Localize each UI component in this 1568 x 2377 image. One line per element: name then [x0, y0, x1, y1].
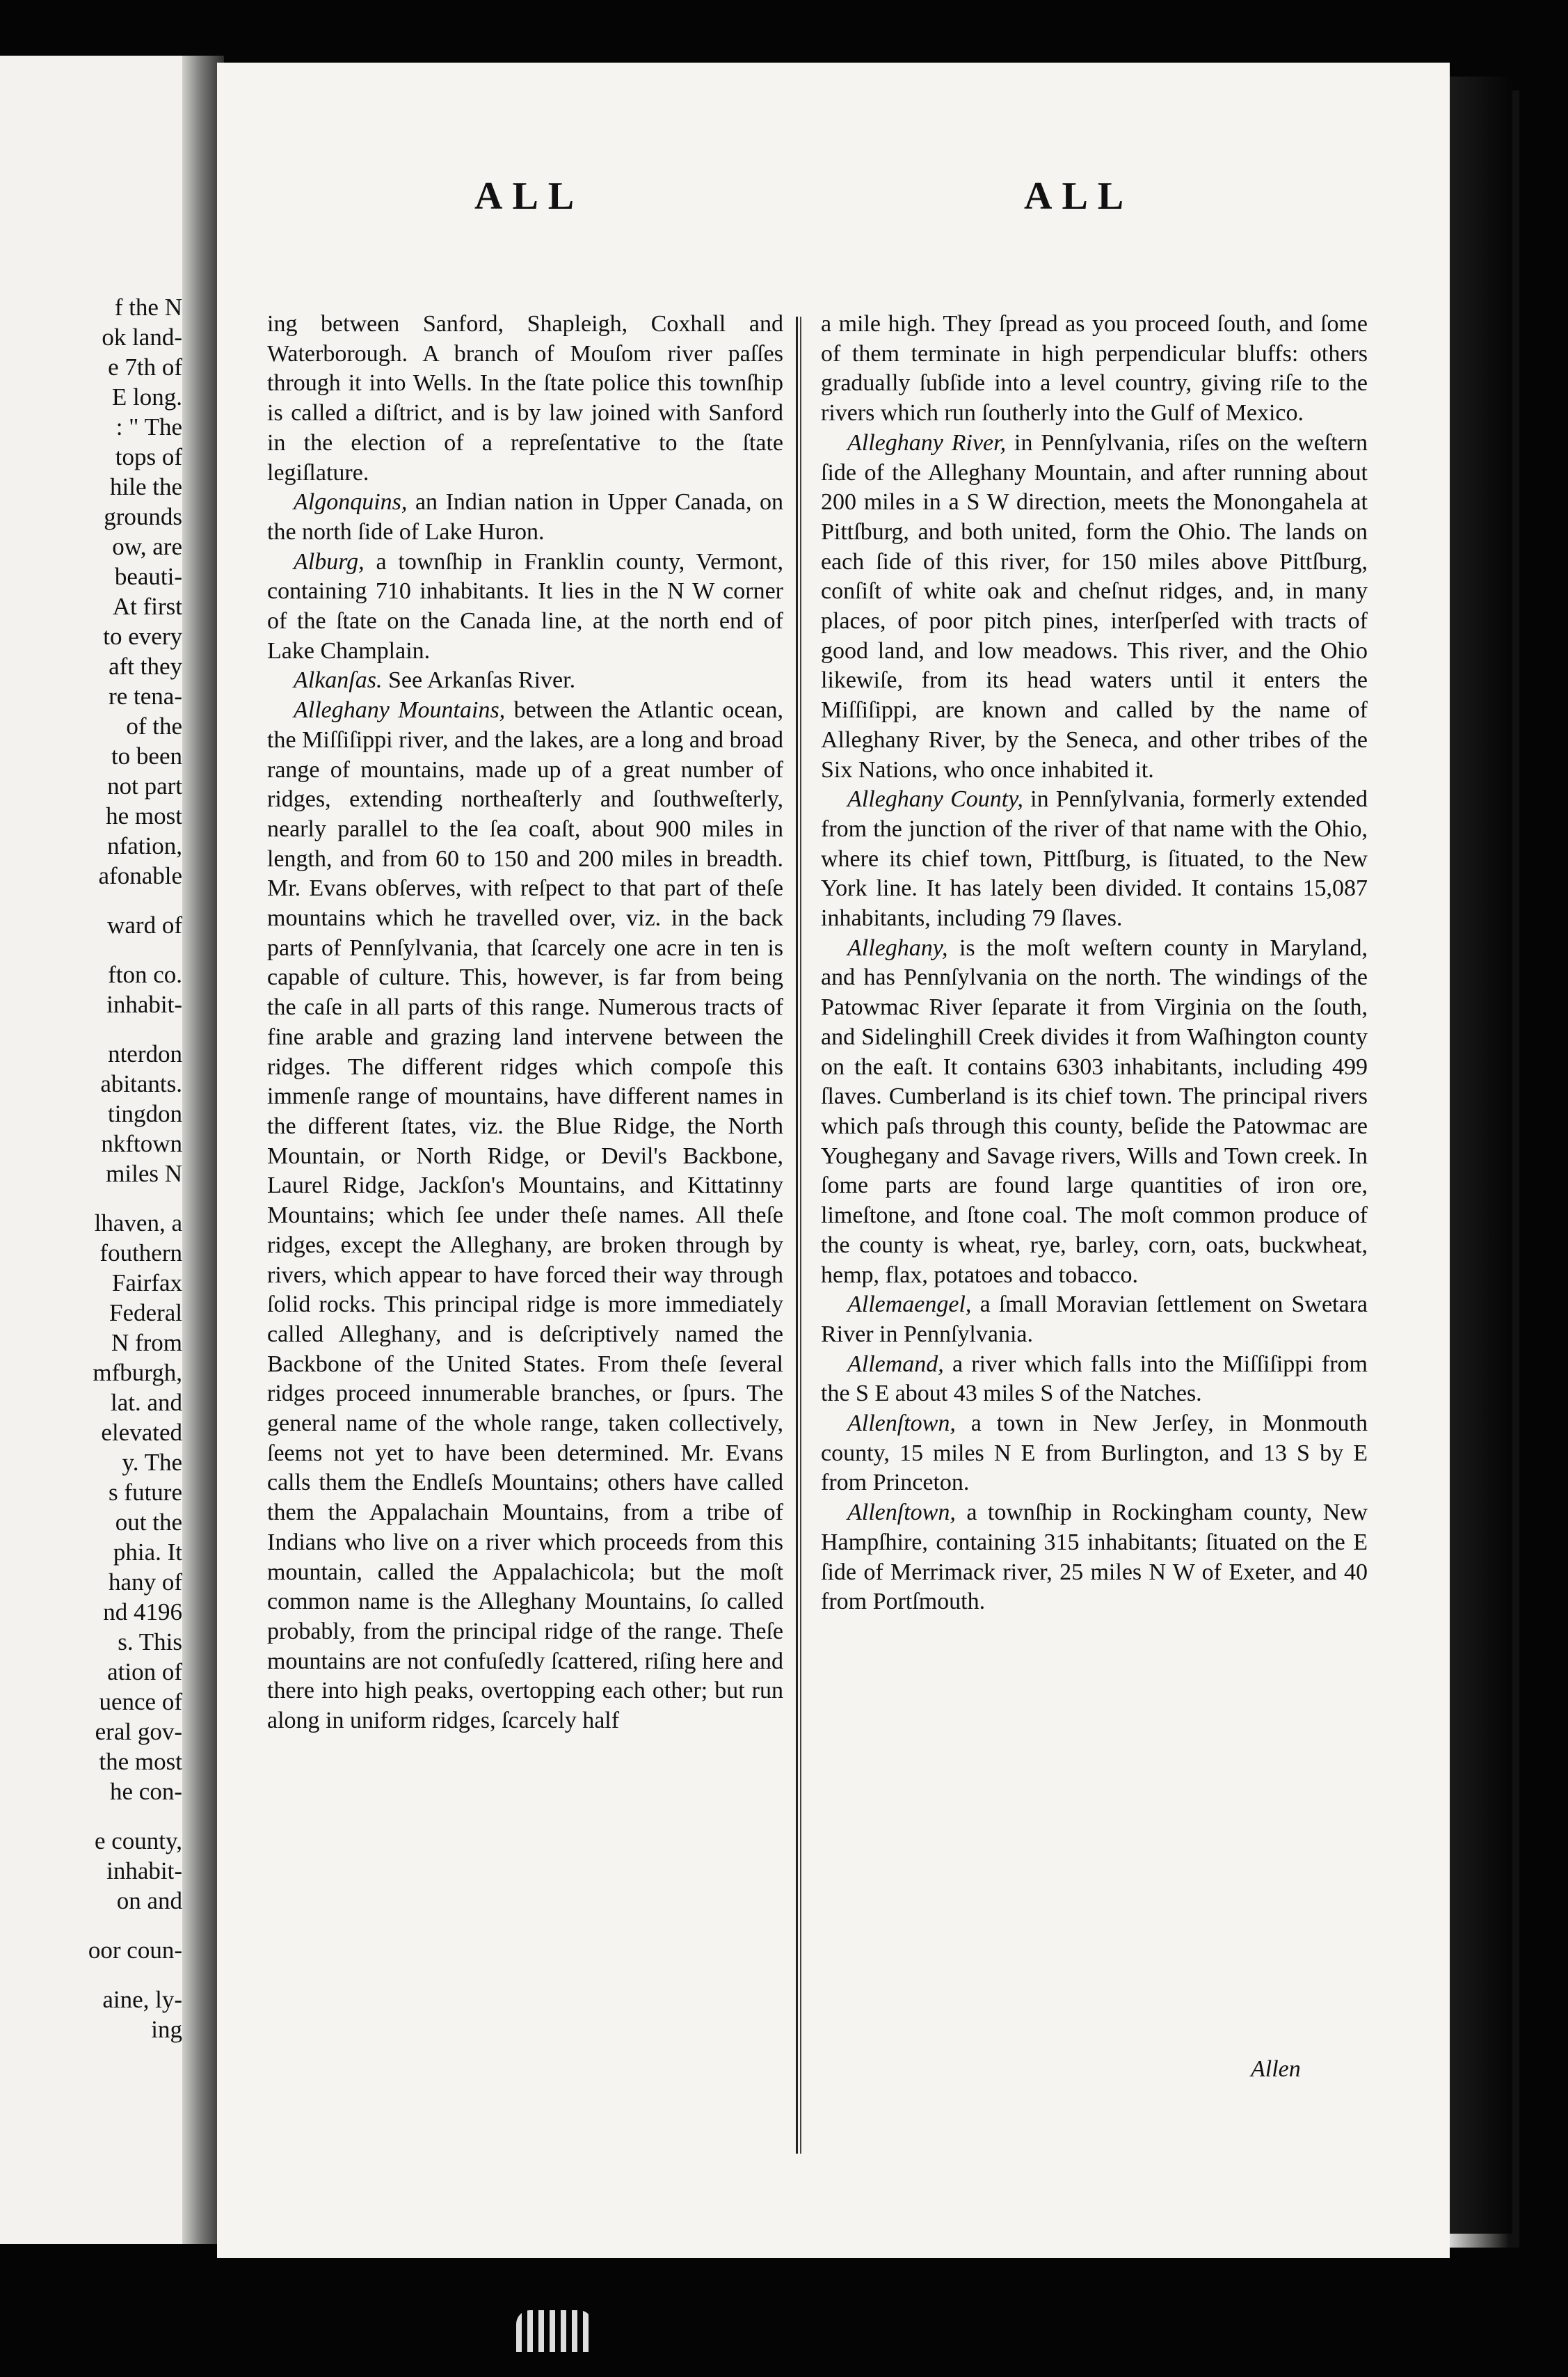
left-page-gap: [0, 1019, 182, 1039]
gazetteer-entry: [821, 1498, 1368, 1617]
left-page-fragment: fouthern: [99, 1239, 182, 1266]
gazetteer-entry: [821, 310, 1368, 429]
left-text-column: [267, 310, 783, 1736]
left-page-fragment: oor coun-: [88, 1937, 182, 1964]
gazetteer-entry: [267, 666, 783, 696]
left-page-fragment: mfburgh,: [93, 1359, 182, 1386]
left-page-fragment: s. This: [118, 1628, 182, 1655]
left-page-fragment: E long.: [111, 383, 182, 411]
running-head-right: ALL: [1024, 175, 1134, 218]
left-page-fragment: lhaven, a: [94, 1209, 182, 1237]
entry-body: is the moſt weſtern county in Maryland, and has Pennſylvania on the north. The windings of the Patowmac River ſeparate it from Virginia on the ſouth, and Sidelinghill Creek divides it from Waſhington county on the eaſt. It contains 6303 inhabitants, including 499 ſlaves. Cumberland is its chief town. The principal rivers which paſs through this county, beſide the Patowmac are Youghegany and Savage rivers, Wills and Town creek. In ſome parts are found large quantities of iron ore, limeſtone, and ſtone coal. The moſt common produce of the county is wheat, rye, barley, corn, oats, buckwheat, hemp, flax, potatoes and tobacco.: [821, 935, 1368, 1288]
left-page-fragment: lat. and: [110, 1389, 182, 1416]
left-page-fragment: hile the: [110, 473, 182, 500]
entry-body: ing between Sanford, Shapleigh, Coxhall and Waterborough. A branch of Mouſom river paſſes through it into Wells. In the ſtate police this townſhip is called a diſtrict, and is by law joined with Sanford in the election of a repreſentative to the ſtate legiſlature.: [267, 311, 783, 486]
entry-body: an Indian nation in Upper Canada, on the north ſide of Lake Huron.: [267, 489, 783, 545]
left-page-fragment: nterdon: [108, 1040, 182, 1067]
left-page-fragment: ow, are: [112, 533, 182, 560]
left-page-fragment: inhabit-: [106, 1857, 182, 1884]
left-page-fragment: not part: [107, 772, 182, 800]
catchword: Allen: [1251, 2056, 1301, 2082]
left-page-fragment: ok land-: [102, 324, 182, 351]
left-page-fragment: Federal: [109, 1299, 182, 1326]
entry-body: a river which falls into the Miſſiſippi from the S E about 43 miles S of the Natches.: [821, 1351, 1368, 1407]
left-page-fragment: of the: [126, 713, 182, 740]
book-page: [217, 63, 1450, 2258]
entry-body: a mile high. They ſpread as you proceed ſouth, and ſome of them terminate in high perpendicular bluffs: others gradually ſubſide into a level country, giving riſe to the rivers which run ſoutherly into the Gulf of Mexico.: [821, 311, 1368, 427]
left-page-gap: [0, 940, 182, 960]
entry-body: in Pennſylvania, riſes on the weſtern ſide of the Alleghany Mountain, and after running about 200 miles in a S W direction, meets the Monongahela at Pittſburg, and both united, form the Ohio. The lands on each ſide of this river, for 150 miles above Pittſburg, conſiſt of white oak and cheſnut ridges, and, in many places, of poor pitch pines, interſperſed with tracts of good land, and low meadows. This river, and the Ohio likewiſe, from its head waters until it enters the Miſſiſippi, are known and called by the name of Alleghany River, by the Seneca, and other tribes of the Six Nations, who once inhabited it.: [821, 429, 1368, 783]
entry-body: a townſhip in Franklin county, Vermont, containing 710 inhabitants. It lies in the N W corner of the ſtate on the Canada line, at the north end of Lake Champlain.: [267, 548, 783, 664]
entry-headword: Allemand,: [847, 1351, 944, 1377]
left-page-gap: [0, 1188, 182, 1208]
left-page-fragment: ward of: [107, 912, 182, 939]
entry-body: between the Atlantic ocean, the Miſſiſippi river, and the lakes, are a long and broad range of mountains, made up of a great number of ridges, extending northeaſterly and ſouthweſterly, nearly parallel to the ſea coaſt, about 900 miles in length, and from 60 to 150 and 200 miles in breadth. Mr. Evans obſerves, with reſpect to that part of theſe mountains which he travelled over, viz. in the back parts of Pennſylvania, that ſcarcely one acre in ten is capable of culture. This, however, is far from being the caſe in all parts of this range. Numerous tracts of fine arable and grazing land intervene between the ridges. The different ridges which compoſe this immenſe range of mountains, have different names in the different ſtates, viz. the Blue Ridge, the North Mountain, or North Ridge, or Devil's Backbone, Laurel Ridge, Jackſon's Mountains, and Kittatinny Mountains; which ſee under theſe names. All theſe ridges, except the Alleghany, are broken through by rivers, which appear to have forced their way through ſolid rocks. This principal ridge is more immediately called Alleghany, and is deſcriptively named the Backbone of the United States. From theſe ſeveral ridges proceed innumerable branches, or ſpurs. The general name of the whole range, taken collectively, ſeems not yet to have been determined. Mr. Evans calls them the Endleſs Mountains; others have called them the Appalachain Mountains, from a tribe of Indians who live on a river which proceeds from this mountain, called the Appalachicola; but the moſt common name is the Alleghany Mountains, ſo called probably, from the principal ridge of the range. Theſe mountains are not confuſedly ſcattered, riſing here and there into high peaks, overtopping each other; but run along in uniform ridges, ſcarcely half: [267, 697, 783, 1734]
left-page-fragment: he most: [106, 802, 182, 829]
entry-headword: Alburg,: [294, 548, 365, 575]
entry-headword: Alleghany County,: [847, 786, 1023, 813]
entry-body: See Arkanſas River.: [382, 667, 576, 694]
left-page-fragment: f the N: [114, 294, 182, 321]
left-page-fragment: e county,: [94, 1827, 182, 1854]
gazetteer-entry: [821, 1350, 1368, 1409]
left-page-fragment: inhabit-: [106, 991, 182, 1018]
entry-headword: Alleghany Mountains,: [294, 697, 506, 724]
left-page-fragment: nd 4196: [103, 1598, 182, 1625]
column-divider-rule-inner: [800, 317, 801, 2154]
entry-body: a townſhip in Rockingham county, New Hampſhire, containing 315 inhabitants; ſituated on the E ſide of Merrimack river, 25 miles N W of Exeter, and 40 from Portſmouth.: [821, 1500, 1368, 1615]
gazetteer-entry: [821, 429, 1368, 785]
scanner-clip: [516, 2310, 593, 2352]
left-page-fragment: the most: [99, 1748, 182, 1775]
entry-headword: Allenſtown,: [847, 1500, 956, 1526]
left-page-fragment: nkftown: [101, 1130, 182, 1157]
left-page-fragment: ing: [151, 2016, 182, 2043]
left-page-fragment: : " The: [115, 413, 182, 440]
left-page-fragment: tingdon: [108, 1100, 182, 1127]
left-page-fragment: out the: [115, 1509, 182, 1536]
left-page-fragment: afonable: [98, 862, 182, 889]
left-page-fragment: nfation,: [107, 832, 182, 859]
left-page-gap: [0, 1806, 182, 1826]
left-page-fragment: aft they: [109, 653, 182, 680]
left-page-fragment: to been: [111, 742, 182, 770]
left-page-fragment: eral gov-: [95, 1718, 182, 1745]
gazetteer-entry: [821, 934, 1368, 1290]
left-page-fragment: tops of: [115, 443, 182, 470]
left-page-fragment: abitants.: [100, 1070, 182, 1097]
left-page-fragment: miles N: [106, 1160, 182, 1187]
left-page-fragment: Fairfax: [111, 1269, 182, 1296]
entry-headword: Algonquins,: [294, 489, 408, 516]
gazetteer-entry: [267, 488, 783, 547]
left-page-fragment: he con-: [110, 1778, 182, 1805]
gazetteer-entry: [267, 548, 783, 667]
left-page-fragment: beauti-: [114, 563, 182, 590]
column-divider-rule: [796, 317, 798, 2154]
left-page-fragment: aine, ly-: [102, 1986, 182, 2013]
left-page-fragment: hany of: [109, 1568, 182, 1596]
left-page-fragment: ation of: [107, 1658, 182, 1685]
left-page-fragment: fton co.: [108, 961, 182, 988]
gazetteer-entry: [821, 1409, 1368, 1498]
entry-body: a ſmall Moravian ſettlement on Swetara River in Pennſylvania.: [821, 1291, 1368, 1347]
left-page-fragment: N from: [111, 1329, 182, 1356]
left-page-gap: [0, 1916, 182, 1935]
left-page-fragment: to every: [103, 623, 182, 650]
left-page-fragment: elevated: [101, 1419, 182, 1446]
left-page-text-fragments: [0, 292, 182, 2044]
left-page-fragment: on and: [116, 1887, 182, 1914]
entry-headword: Alleghany River,: [847, 429, 1007, 456]
gazetteer-entry: [267, 310, 783, 488]
entry-headword: Alkanſas.: [294, 667, 383, 694]
gazetteer-entry: [267, 696, 783, 1736]
gazetteer-entry: [821, 1290, 1368, 1349]
facing-left-page: [0, 56, 189, 2244]
left-page-fragment: y. The: [122, 1449, 182, 1476]
left-page-gap: [0, 891, 182, 910]
left-page-fragment: At first: [112, 593, 182, 620]
right-text-column: [821, 310, 1368, 1617]
left-page-fragment: uence of: [99, 1688, 182, 1715]
entry-headword: Allenſtown,: [847, 1410, 956, 1437]
left-page-fragment: e 7th of: [108, 353, 182, 381]
entry-body: in Pennſylvania, formerly extended from the junction of the river of that name with the Ohio, where its chief town, Pittſburg, is ſituated, to the New York line. It has lately been divided. It contains 15,087 inhabitants, including 79 ſlaves.: [821, 786, 1368, 932]
left-page-fragment: phia. It: [113, 1539, 182, 1566]
running-head-left: ALL: [474, 175, 584, 218]
gazetteer-entry: [821, 785, 1368, 934]
entry-body: a town in New Jerſey, in Monmouth county, 15 miles N E from Burlington, and 13 S by E from Princeton.: [821, 1410, 1368, 1496]
entry-headword: Allemaengel,: [847, 1291, 972, 1318]
left-page-fragment: grounds: [104, 503, 182, 530]
left-page-fragment: s future: [109, 1479, 182, 1506]
entry-headword: Alleghany,: [847, 935, 948, 961]
page-fore-edge-shadow: [1450, 77, 1512, 2234]
left-page-gap: [0, 1965, 182, 1985]
left-page-fragment: re tena-: [109, 683, 182, 710]
